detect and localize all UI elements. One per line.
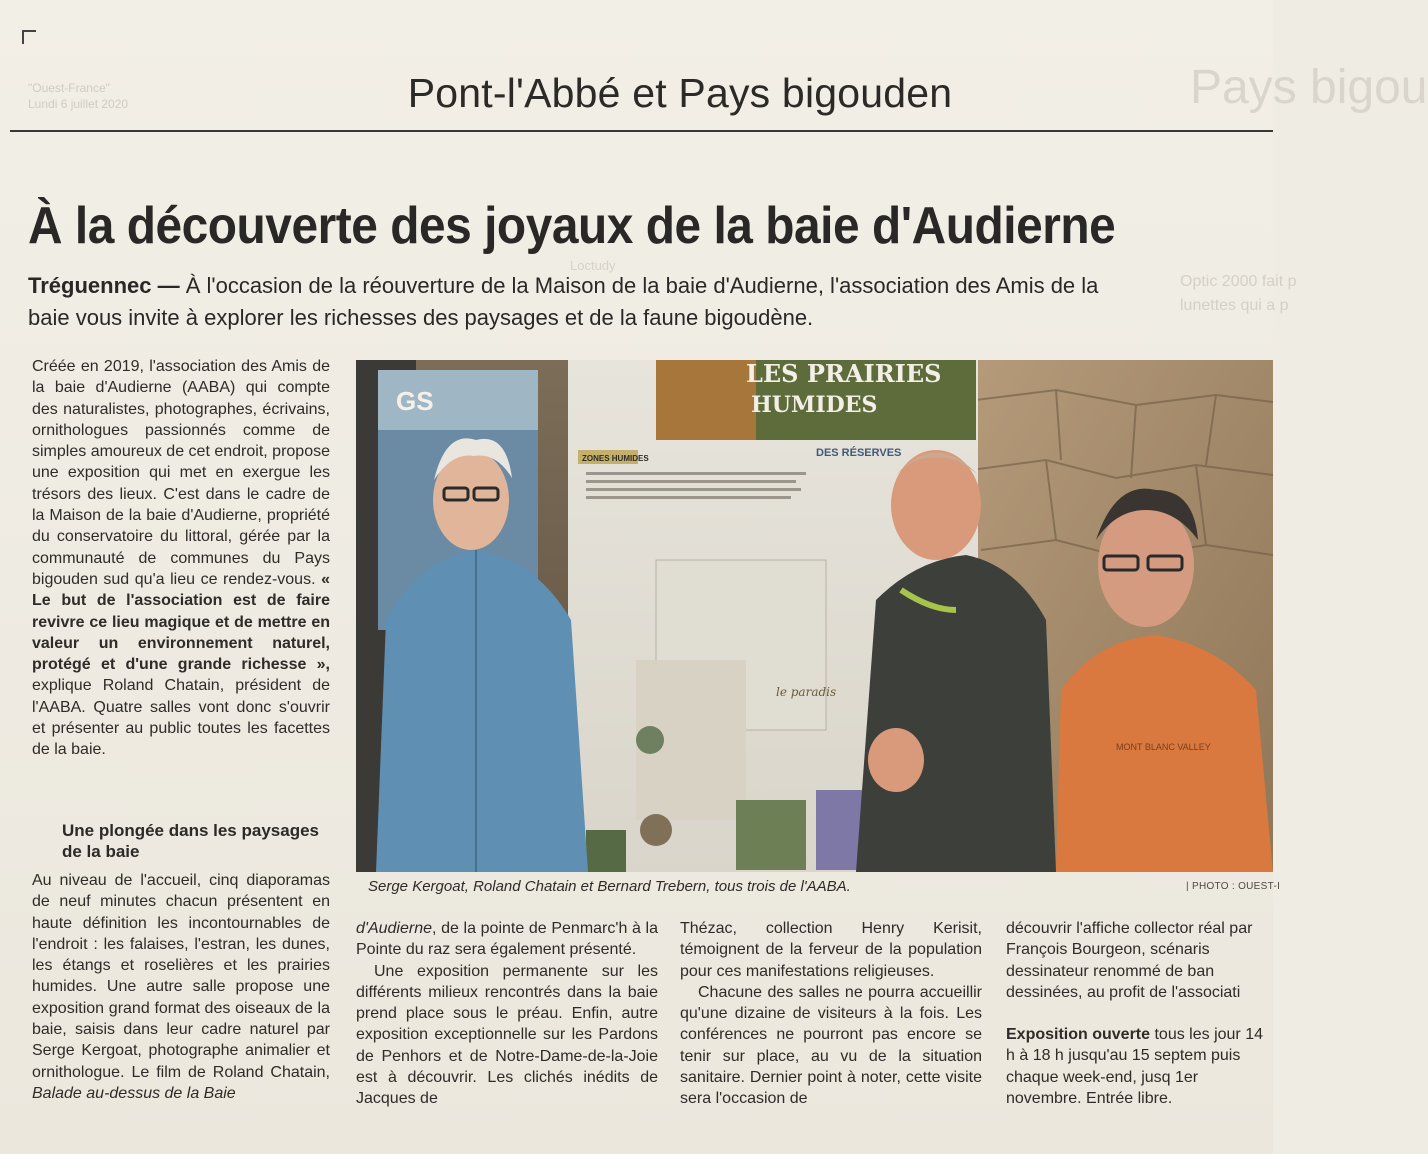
photo-credit: | PHOTO : OUEST-I: [1186, 881, 1281, 892]
column-2-p1: , de la pointe de Penmarc'h à la Pointe du raz sera également présenté.: [356, 920, 658, 959]
lede-dateline: Tréguennec —: [28, 273, 180, 298]
column-4-p1: découvrir l'affiche collector réal par François Bourgeon, scénaris dessinateur renommé de ban dessinées, au profit de l'associati: [1006, 920, 1253, 1001]
column-1-quote: « Le but de l'association est de faire revivre ce lieu magique et de mettre en valeur un environnement naturel, protégé et d'une grande richesse »,: [32, 570, 330, 674]
column-4-paragraph-2: [1006, 1024, 1273, 1109]
column-1b-paragraph: [32, 870, 330, 1104]
column-3-p1: Thézac, collection Henry Kerisit, témoignent de la ferveur de la population pour ces manifestations religieuses.: [680, 920, 982, 980]
poster-photo-small: [586, 830, 626, 872]
section-rule: [10, 130, 1273, 132]
lede-text: À l'occasion de la réouverture de la Maison de la baie d'Audierne, l'association des Amis de la baie vous invite à explorer les richesses des paysages et de la faune bigoudène.: [28, 273, 1099, 330]
photo-caption: Serge Kergoat, Roland Chatain et Bernard Trebern, tous trois de l'AABA.: [368, 878, 851, 895]
article-column-2: [356, 918, 658, 1110]
column-1-intro: Créée en 2019, l'association des Amis de la baie d'Audierne (AABA) qui compte des naturalistes, photographes, écrivains, ornithologues passionnés comme de simples amoureux de cet endroit, propose une exposition qui met en exergue les trésors des lieux. C'est dans le cadre de la Maison de la baie d'Audierne, propriété du conservatoire du littoral, gérée par la communauté de communes du Pays bigouden sud qu'a lieu ce rendez-vous.: [32, 358, 330, 588]
article-column-3: [680, 918, 982, 1110]
column-2-italic: d'Audierne: [356, 920, 432, 937]
tshirt-print: MONT BLANC VALLEY: [1116, 742, 1211, 752]
column-1-paragraph: [32, 356, 330, 761]
article-lede: [28, 270, 1128, 334]
column-4-p2: tous les jour 14 h à 18 h jusqu'au 15 septem puis chaque week-end, jusq 1er novembre. Entrée libre.: [1006, 1026, 1263, 1108]
poster-title-2: HUMIDES: [751, 392, 878, 418]
column-3-paragraph-1: [680, 918, 982, 982]
section-title: [0, 70, 1380, 117]
article-column-1-continued: [32, 870, 330, 1104]
article-column-4: [1006, 918, 1273, 1109]
poster-zone-label: ZONES HUMIDES: [582, 454, 649, 463]
bleed-through-text-mid: Loctudy: [570, 258, 616, 273]
column-3-p2: Chacune des salles ne pourra accueillir qu'une dizaine de visiteurs à la fois. Les conférences ne pourront pas encore se tenir sur place, au vu de la situation sanitaire. Dernier point à noter, cette visite sera l'occasion de: [680, 983, 982, 1108]
column-1-after: explique Roland Chatain, président de l'AABA. Quatre salles vont donc s'ouvrir et présenter au public toutes les facettes de la baie.: [32, 677, 330, 759]
article-photo: [356, 360, 1273, 872]
photo-illustration: [356, 360, 1273, 872]
bleed-through-text-right: Pays bigou: [1190, 61, 1428, 114]
left-poster-title: GS: [396, 386, 434, 416]
column-2-p2: Une exposition permanente sur les différents milieux rencontrés dans la baie prend place sous le préau. Enfin, autre exposition exceptionnelle sur les Pardons de Penhors et de Notre-Dame-de-la-Joie est à découvrir. Les clichés inédits de Jacques de: [356, 962, 658, 1108]
article-column-1: [32, 356, 330, 761]
bleed-through-text-right-small: Optic 2000 fait p lunettes qui a p: [1180, 273, 1297, 314]
poster-title-1: LES PRAIRIES: [746, 359, 942, 388]
poster-header-accent: [656, 360, 756, 440]
poster-reserves: DES RÉSERVES: [816, 447, 902, 459]
article-headline: À la découverte des joyaux de la baie d'Audierne: [28, 197, 1116, 255]
poster-photo-circle-1: [636, 726, 664, 754]
poster-paradis: le paradis: [776, 685, 837, 699]
poster-photo-circle-2: [640, 814, 672, 846]
poster-photo-plant: [736, 800, 806, 870]
column-1b-film-title: Balade au-dessus de la Baie: [32, 1084, 236, 1102]
column-2-paragraph-2: [356, 961, 658, 1110]
column-4-bold: Exposition ouverte: [1006, 1026, 1151, 1044]
article-subhead: Une plongée dans les paysages de la baie: [62, 821, 319, 861]
column-2-paragraph-1: [356, 918, 658, 961]
bleed-through-text-left: "Ouest-France" Lundi 6 juillet 2020: [28, 81, 129, 111]
column-1b-text: Au niveau de l'accueil, cinq diaporamas de neuf minutes chacun présentent en haute définition les incontournables de l'endroit : les falaises, l'estran, les dunes, les étangs et roselières et les prairies humides. Une autre salle propose une exposition grand format des oiseaux de la baie, saisis dans leur cadre naturel par Serge Kergoat, photographe animalier et ornithologue. Le film de Roland Chatain,: [32, 872, 330, 1081]
section-title-text: Pont-l'Abbé et Pays bigouden: [407, 70, 953, 116]
column-3-paragraph-2: [680, 982, 982, 1110]
column-4-paragraph-1: [1006, 918, 1273, 1003]
crop-mark: [22, 30, 36, 44]
